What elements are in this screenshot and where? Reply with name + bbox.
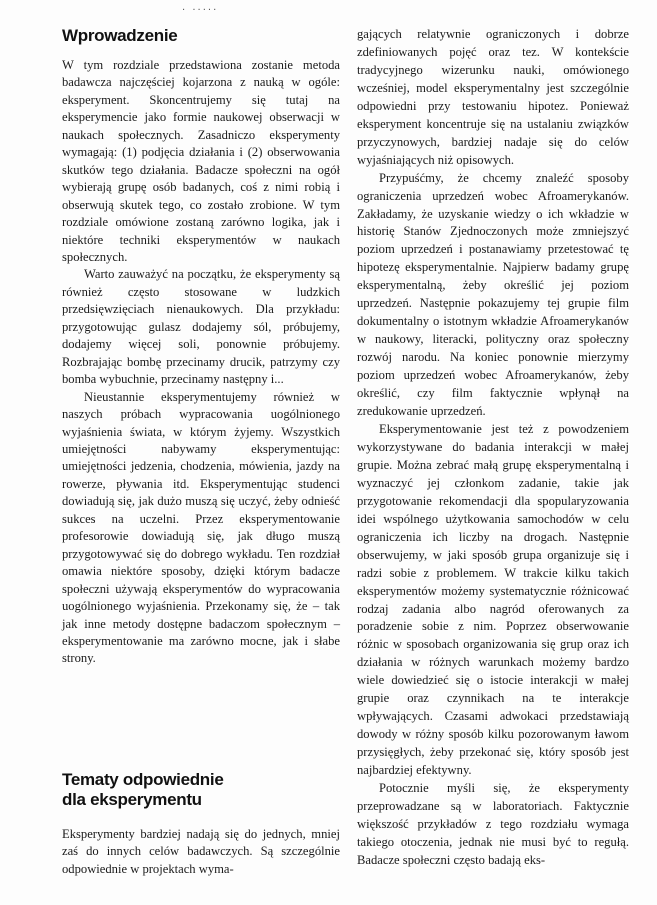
- introduction-text: [62, 57, 340, 668]
- paragraph: gających relatywnie ograniczonych i dobrze zdefiniowanych pojęć oraz tez. W kontekście tradycyjnego wizerunku nauki, omówionego wcześniej, model eksperymentalny jest szczególnie odpowiedni przy testowaniu hipotez. Ponieważ eksperyment koncentruje się na ustalaniu związków przyczynowych, bardziej nadaje się do celów wyjaśniających niż opisowych.: [357, 27, 629, 167]
- right-column-text: [357, 26, 629, 870]
- topics-text: [62, 826, 340, 878]
- section-heading-introduction: Wprowadzenie: [62, 26, 178, 45]
- paragraph: Nieustannie eksperymentujemy również w naszych próbach wypracowania uogólnionego wyjaśnienia świata, w którym żyjemy. Wszystkich umiejętności nabywamy eksperymentując: umiejętności jedzenia, chodzenia, mówienia, jazdy na rowerze, pływania itd. Eksperymentując studenci dowiadują się, jak dużo muszą się uczyć, żeby odnieść sukces na uczelni. Przez eksperymentowanie profesorowie dowiadują się, jak długo muszą przygotowywać się do dobrego wykładu. Ten rozdział omawia niektóre sposoby, dzięki którym badacze społeczni używają eksperymentów do wypracowania uogólnionego wyjaśnienia. Przekonamy się, że – tak jak inne metody dostępne badaczom społecznym – eksperymentowanie ma zarówno mocne, jak i słabe strony.: [62, 389, 340, 666]
- paragraph: Eksperymentowanie jest też z powodzeniem wykorzystywane do badania interakcji w małej grupie. Można zebrać małą grupę eksperymentalną i wyznaczyć jej członkom zadanie, takie jak przygotowanie rekomendacji dla spopularyzowania idei wspólnego użytkowania samochodów w celu ograniczenia ich liczby na drogach. Następnie obserwujemy, w jaki sposób grupa organizuje się i radzi sobie z problemem. W trakcie kilku takich eksperymentów możemy systematycznie różnicować rodzaj zadania albo nagród oferowanych za poradzenie sobie z nim. Poprzez obserwowanie różnic w sposobach organizowania się grup oraz ich działania w różnych warunkach możemy bardzo wiele dowiedzieć się o istocie interakcji w małej grupie oraz czynnikach na te interakcje wpływających. Czasami adwokaci przedstawiają dowody w różny sposób kilku pozorowanym ławom przysięgłych, żeby przekonać się, który sposób jest najbardziej efektywny.: [357, 421, 629, 778]
- paragraph: Potocznie myśli się, że eksperymenty przeprowadzane są w laboratoriach. Faktycznie większość przykładów z tego rozdziału wymaga takiego otoczenia, jednak nie musi być to regułą. Badacze społeczni często badają eks-: [357, 781, 629, 867]
- paragraph: Warto zauważyć na początku, że eksperymenty są również często stosowane w ludzkich przedsięwzięciach nienaukowych. Dla przykładu: przygotowując gulasz dodajemy sól, próbujemy, dodajemy więcej soli, ponownie próbujemy. Rozbrajając bombę przecinamy drucik, patrzymy czy bomba wybuchnie, przecinamy następny i...: [62, 267, 340, 387]
- paragraph: W tym rozdziale przedstawiona zostanie metoda badawcza najczęściej kojarzona z nauką w ogóle: eksperyment. Skoncentrujemy się tutaj na eksperymencie jako formie naukowej obserwacji w naukach społecznych. Zasadniczo eksperymenty wymagają: (1) podjęcia działania i (2) obserwowania skutków tego działania. Badacze społeczni na ogół wybierają grupę osób badanych, coś z nimi robią i obserwują skutek tego, co zostało zrobione. W tym rozdziale omówione zostaną zarówno logika, jak i niektóre techniki eksperymentów w naukach społecznych.: [62, 58, 340, 264]
- scan-artifact: · ·····: [182, 5, 219, 16]
- section-heading-topics: Tematy odpowiednie dla eksperymentu: [62, 770, 224, 809]
- paragraph: Eksperymenty bardziej nadają się do jednych, mniej zaś do innych celów badawczych. Są szczególnie odpowiednie w projektach wyma-: [62, 827, 340, 876]
- paragraph: Przypuśćmy, że chcemy znaleźć sposoby ograniczenia uprzedzeń wobec Afroamerykanów. Zakładamy, że uzyskanie wiedzy o ich wkładzie w historię Stanów Zjednoczonych może zmniejszyć poziom uprzedzeń i postanawiamy przetestować tę hipotezę eksperymentalnie. Najpierw badamy grupę eksperymentalną, żeby określić jej poziom uprzedzeń. Następnie pokazujemy tej grupie film dokumentalny o istotnym wkładzie Afroamerykanów w naukowy, literacki, polityczny oraz społeczny rozwój narodu. Na koniec ponownie mierzymy poziom uprzedzeń wobec Afroamerykanów, żeby określić, czy film faktycznie wpłynął na zredukowanie uprzedzeń.: [357, 170, 629, 419]
